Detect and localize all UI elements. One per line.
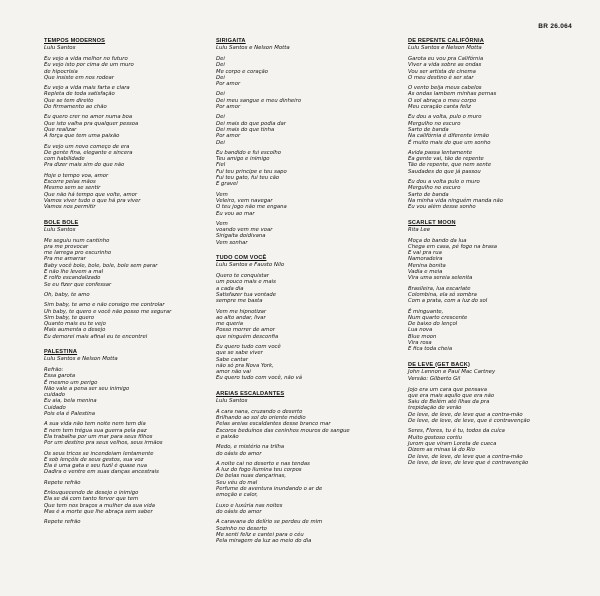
lyric-line: Muito gostoso cortiu [408,434,463,441]
song-block [408,362,583,467]
lyric-line: Blue moon [408,333,437,340]
lyric-line: Pelas areias escaldantes desse branco mar [216,421,331,428]
lyric-line: Oh, baby, te amo [44,291,90,298]
lyric-line: Brilhando ao sol do oriente médio [216,415,306,422]
lyric-line: De baixo do lençol [408,321,458,328]
lyric-line: Dei [216,74,225,81]
lyric-line: Dadira o ventre em suas danças ancestrais [44,469,159,476]
song-title: PALESTINA [44,348,78,355]
lyric-line: Dei [216,62,225,69]
lyric-line: a cada dia [216,285,244,292]
lyric-line: Dei mais do que podia dar [216,120,286,127]
lyric-line: Baby você bole, bole, bole, bole sem parar [44,262,158,269]
lyric-line: Pra dizer mais sim do que não [44,162,125,169]
lyric-line: Meu coração canta feliz [408,104,471,111]
lyric-line: E sob lençóis de seus gestos, sua voz [44,456,144,463]
lyric-line: Sim baby, te amo e não consigo me controlar [44,302,165,309]
song-block [44,38,204,211]
lyric-line: Colombina, ela só sombra [408,291,477,298]
lyric-line: Dei [216,139,225,146]
lyric-line: Tão de repente, que nem sente [408,162,492,169]
song-credit: Versão: Gilberto Gil [408,375,461,382]
lyric-line: E gravel [216,181,238,188]
lyric-line: Jojo era um cara que pensava [408,386,488,393]
lyric-line: Eu aia, bela menina [44,398,97,405]
lyric-line: Uh baby, te quero e você não posso me segurar [44,308,172,315]
song-title: BOLE BOLE [44,219,79,226]
lyric-line: Ea gente vai, tão de repente [408,156,484,163]
lyric-line: me larrega pro escurinho [44,250,112,257]
lyric-line: Vamos nos permitir [44,204,96,211]
lyric-line: Viver a vida sobre as ondas [408,62,482,69]
lyric-line: Vou ser artista de cinema [408,68,476,75]
lyric-line: Avida passa lentamente [408,149,473,156]
lyric-line: Pela miragem da luz ao meio do dia [216,538,312,545]
lyric-line: Escorre pelas mãos [44,179,96,186]
lyric-line: sempre me basta [216,298,263,305]
song-credit: Lulu Santos [44,45,76,51]
lyric-line: Por amor [216,133,241,140]
lyric-line: Mais aumenta o desejo [44,327,106,334]
lyric-line: trepidação de verão [408,405,462,412]
lyric-line: Eu vou além desse sonho [408,204,476,211]
catalog-number: BR 26.064 [538,23,572,30]
lyric-line: E rolfo escandalizado [44,275,101,282]
lyric-line: Vem me hipnotizar [216,308,267,315]
lyric-line: voando vem me voar [216,227,273,234]
song-title: SCARLET MOON [408,219,456,226]
lyric-line: Fiel [216,162,226,169]
lyric-line: Na minha vida ninguém manda não [408,197,503,204]
lyric-line: Não vale a pena ser seu inimigo [44,385,130,392]
lyric-line: Que não há tempo que volte, amor [44,191,138,198]
lyric-line: Pois ela é Palestina [44,411,96,418]
lyric-line: que ninguém desconfia [216,333,279,340]
lyric-line: Dei [216,91,225,98]
lyric-line: Brasileira, lua escarlate [408,285,471,292]
lyric-line: Repete refrão [44,479,81,486]
song-credit: Lulu Santos e Fausto Nilo [216,262,285,269]
lyric-line: que se sabe viver [216,350,263,357]
lyric-line: Repete refrão [44,519,81,526]
song-block [216,38,396,246]
lyric-line: E nem tem trégua sua guerra pela paz [44,427,147,434]
lyric-line: De leve, de leve, de leve que a contra-mão [408,453,523,460]
lyric-line: Eu dou a volta, pulo o muro [408,114,482,121]
lyric-line: Eu demorei mais afinal eu te encontrei [44,333,148,340]
lyric-line: O vento beija meus cabelos [408,85,482,92]
lyric-line: Mesmo sem se sentir [44,185,101,192]
lyric-line: cuidado [44,392,65,399]
lyric-line: O teu jogo não me engana [216,204,287,211]
lyric-line: Vira rosa [408,339,432,346]
lyric-line: A noite cai no deserto e nas tendas [216,460,310,467]
lyric-line: A sua vida não tem noite nem tem dia [44,421,146,428]
lyric-line: De leve, de leve, de leve que a contra-mão [408,411,523,418]
lyric-line: Sarto de banda [408,126,449,133]
lyric-line: Por um destino pra seus velhos, seus irmãos [44,440,163,447]
lyric-line: Escoros beduínos das ceninhos mouros de sangue [216,427,350,434]
lyric-line: A força que tem uma paixão [44,133,120,140]
lyric-line: É minguante, [408,308,444,315]
song-block [408,38,583,211]
lyric-line: Vem [216,220,228,227]
lyric-line: Enlouquecendo de desejo o inimigo [44,490,139,497]
lyric-line: Que realizar [44,126,77,133]
song-title: DE LEVE (GET BACK) [408,361,471,368]
song-block [44,349,204,526]
lyric-line: Pra me amarrar [44,256,86,263]
song-block [44,220,204,340]
lyric-line: Eu vou ao mar [216,210,255,217]
lyric-line: Ela se dá com tanto fervor que tem [44,496,139,503]
lyric-line: Ela trabalha por um mar para seus filhos [44,433,153,440]
lyric-line: Sabe cantar [216,356,248,363]
lyric-line: De belas nuas dançarinas, [216,473,287,480]
lyric-line: Por amor [216,81,241,88]
lyric-line: Refrão: [44,366,64,373]
lyric-line: Vem [216,191,228,198]
lyric-line: emoção e calor, [216,492,258,499]
lyric-line: Moça do bando da lua [408,237,467,244]
lyric-line: Luxo e luxúria nas noites [216,502,283,509]
lyric-line: Com a prata, com a luz do sol [408,298,488,305]
song-credit: Lulu Santos e Nelson Motta [216,45,290,51]
lyric-line: Menina bonita [408,262,446,269]
lyric-line: A cara nana, cruzando o deserto [216,408,303,415]
lyric-line: Quanto mais eu te vejo [44,321,106,328]
lyric-line: Repleta de toda satisfação [44,91,115,98]
lyric-line: com habilidade [44,156,85,163]
lyric-line: Saudades do que já passou [408,168,481,175]
lyric-line: que era mais aquilo que era não [408,392,495,399]
lyric-line: Ela é uma gata e seu fuzil é quase nua [44,463,147,470]
song-block [216,255,396,382]
song-title: TEMPOS MODERNOS [44,38,106,44]
lyric-line: A caravana do delírio se perdeu de mim [216,519,323,526]
lyric-line: Quero te conquistar [216,273,269,280]
lyric-line: Satisfazer tua vontade [216,291,276,298]
lyric-line: me queria [216,321,243,328]
song-title: SIRIGAITA [216,38,246,44]
lyric-line: É muito mais do que um sonho [408,139,491,146]
lyrics-column-3 [408,38,583,475]
lyric-line: Lua nova [408,327,433,334]
lyric-line: Dei meu sangue e meu dinheiro [216,97,302,104]
lyric-line: Perfume de aventura inundando o ar de [216,486,323,493]
lyric-line: Que tem nos braços a mulher da sua vida [44,502,156,509]
lyric-line: Jurom que viram Loreta de cueca [408,440,497,447]
lyric-line: Eu quero crer no amor numa boa [44,114,133,121]
lyric-line: Garota eu vou pra Califórnia [408,56,484,62]
lyric-line: Num quarto crescente [408,314,468,321]
lyric-line: Seres, Flores, tu é tu, todos da cuíca [408,428,505,435]
lyric-line: Eu vejo a vida melhor no futuro [44,56,128,62]
lyric-line: Por amor [216,104,241,111]
lyric-line: Eu quero tudo com você, não vá [216,375,303,382]
lyric-line: pra me provocar [44,243,89,250]
lyric-line: Namoradeira [408,256,443,263]
lyric-line: Hoje o tempo voa, amor [44,172,109,179]
lyric-line: É mesmo um perigo [44,379,98,386]
lyric-line: O sol abraça o meu corpo [408,97,477,104]
lyric-line: Fui teu gato, fui teu cão [216,175,280,182]
lyric-line: Mergulho no escuro [408,120,461,127]
lyric-line: Fui teu principe e teu sapo [216,168,287,175]
lyric-line: De gente fina, elegante e sincera [44,149,133,156]
lyric-line: Teu amigo e inimigo [216,156,270,163]
lyric-line: Eu vejo a vida mais farta e clara [44,85,130,92]
lyrics-column-1 [44,38,204,535]
lyric-line: Sozinho no deserto [216,525,267,532]
lyric-line: Posso morrer de amor [216,327,275,334]
lyric-line: E vai pra rua [408,250,442,257]
lyric-line: do oásis do amor [216,508,262,515]
song-block [216,391,396,545]
lyric-line: amor não vai [216,369,251,376]
lyric-line: De leve, de leve, de leve, que é contravenção [408,418,530,425]
lyric-line: E não lhe levem a mal [44,269,104,276]
lyric-line: A luz do fogo ilumina teu corpos [216,467,302,474]
lyric-line: Que insiste em nos rodear [44,74,114,81]
song-credit: Lulu Santos [44,226,76,233]
lyric-line: não só pra Nova York, [216,362,274,369]
lyric-line: As ondas lambem minhas pernas [408,91,497,98]
song-block [408,220,583,353]
song-credit: Lulu Santos e Nelson Motta [408,45,482,51]
lyric-line: Vem sonhar [216,239,248,246]
lyric-line: Sarto de banda [408,191,449,198]
lyric-line: Sim baby, te quero [44,314,95,321]
lyric-line: Eu vejo isto por cima de um muro [44,62,134,69]
song-title: AREIAS ESCALDANTES [216,390,285,397]
lyric-line: Vira uma sereia selenita [408,275,473,282]
song-title: TUDO COM VOCÊ [216,255,267,262]
lyric-line: Na califórnia é diferente irmão [408,133,490,140]
lyric-line: Saiu de Belém até Ilhas da pra [408,399,490,406]
lyric-line: do oásis do amor [216,450,262,457]
lyric-line: De leve, de leve, de leve que é contravenção [408,459,529,466]
song-credit: Rita Lee [408,226,431,233]
lyric-line: Se eu fizer que confessar [44,281,112,288]
lyric-line: um pouco mais e mais [216,279,276,286]
lyric-line: Dei mais do que tinha [216,126,275,133]
song-title: DE REPENTE CALIFÓRNIA [408,38,484,44]
lyric-line: de hipocrisia [44,68,78,75]
lyric-line: Mas é a morte que lhe abraça sem saber [44,508,153,515]
lyric-line: Essa garota [44,373,76,380]
lyric-line: Seu véu do mal [216,479,258,486]
lyrics-column-2 [216,38,396,553]
lyric-line: Do firmamento ao chão [44,104,107,111]
song-credit: Lulu Santos [216,397,248,404]
lyric-line: Eu quero tudo com você [216,343,281,350]
song-credit: John Lennon e Paul Mac Cartney [408,368,496,375]
lyric-line: Veleiro, vem navegar [216,197,273,204]
lyric-line: Sirigaita doidivana [216,233,266,240]
lyric-line: Me senti feliz e cantei para o céu [216,531,304,538]
lyric-line: ao alto andar, livar [216,314,266,321]
lyric-line: Cuidado [44,404,66,411]
lyric-line: Vadia e meia [408,269,443,276]
lyric-line: Os seus tricos se incendeiam lentamente [44,450,154,457]
lyric-line: e paixão [216,433,239,440]
lyric-line: Eu dou a volta pulo o muro [408,179,480,186]
lyric-line: Vamos viver tudo o que há pra viver [44,197,141,204]
lyric-line: Que isto valha pra qualquer pessoa [44,120,139,127]
lyric-line: O meu destino é ser star [408,74,474,81]
lyric-line: Me seguiu num cantinho [44,237,110,244]
lyric-line: Mergulho no escuro [408,185,461,192]
lyric-line: Dei [216,114,225,121]
song-credit: Lulu Santos e Nelson Motta [44,355,118,362]
lyric-line: Que se tem direito [44,97,94,104]
lyric-line: Medo, e mistério na trilha [216,444,285,451]
lyric-line: Me corpo e coração [216,68,269,75]
lyric-line: Dizem as minas lá do Rio [408,447,475,454]
lyric-line: Chega em casa, pé fogo na brasa [408,243,498,250]
lyric-line: Dei [216,56,225,62]
lyric-line: Eu bandido e fui escolho [216,149,282,156]
lyric-line: Eu vejo um novo começo de era [44,143,130,150]
lyric-line: E fica toda cheia [408,346,453,353]
